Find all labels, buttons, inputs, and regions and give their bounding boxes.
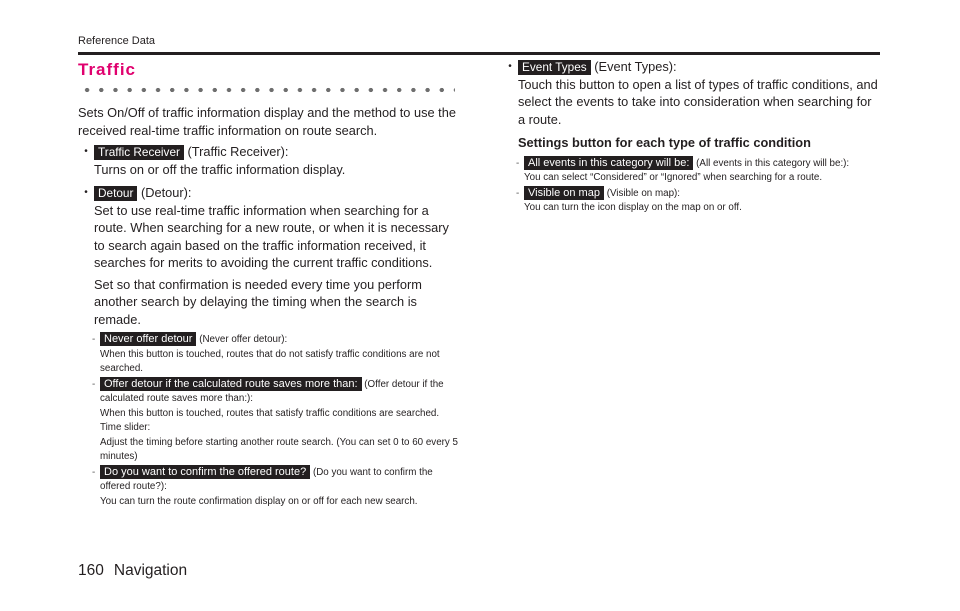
event-types-name: (Event Types): xyxy=(594,59,677,74)
bullet-icon: • xyxy=(84,187,88,198)
detour-button: Detour xyxy=(94,186,137,201)
left-column xyxy=(78,104,463,509)
visible-on-map-button: Visible on map xyxy=(524,186,604,200)
dash-icon: - xyxy=(92,466,96,478)
never-offer-desc: When this button is touched, routes that do not satisfy traffic conditions are not searched. xyxy=(100,348,440,374)
item-detour xyxy=(78,184,463,328)
traffic-receiver-desc: Turns on or off the traffic information display. xyxy=(94,161,346,177)
confirm-route-button: Do you want to confirm the offered route? xyxy=(100,465,310,479)
never-offer-name: (Never offer detour): xyxy=(199,334,288,345)
traffic-receiver-button: Traffic Receiver xyxy=(94,145,184,160)
event-types-desc: Touch this button to open a list of types of traffic conditions, and select the events to take into consideration when searching for a route. xyxy=(518,76,878,127)
dash-icon: - xyxy=(516,187,520,199)
footer-section: Navigation xyxy=(113,562,188,579)
intro-text: Sets On/Off of traffic information display and the method to use the received real-time traffic information on route search. xyxy=(78,105,456,138)
dash-icon: - xyxy=(92,378,96,390)
header-rule xyxy=(78,52,880,55)
sub-confirm-route xyxy=(78,465,463,510)
dash-icon: - xyxy=(516,157,520,169)
sub-all-events xyxy=(502,156,882,186)
bullet-icon: • xyxy=(508,61,512,72)
all-events-name: (All events in this category will be:): xyxy=(696,157,850,169)
sub-never-offer xyxy=(78,332,463,377)
sub-visible-on-map xyxy=(502,186,882,216)
settings-heading: Settings button for each type of traffic condition xyxy=(518,135,811,150)
offer-detour-if-name: (Offer detour if the calculated route saves more than:): xyxy=(100,378,444,404)
time-slider-desc: Adjust the timing before starting another route search. (You can set 0 to 60 every 5 minutes) xyxy=(100,436,458,462)
running-header: Reference Data xyxy=(78,35,156,47)
item-traffic-receiver xyxy=(78,143,463,178)
offer-detour-if-desc: When this button is touched, routes that satisfy traffic conditions are searched. xyxy=(100,407,440,419)
time-slider-label: Time slider: xyxy=(100,422,151,433)
visible-on-map-name: (Visible on map): xyxy=(606,187,681,199)
bullet-icon: • xyxy=(84,146,88,157)
all-events-button: All events in this category will be: xyxy=(524,156,693,170)
confirm-route-name: (Do you want to confirm the offered route?): xyxy=(100,466,433,492)
event-types-button: Event Types xyxy=(518,60,591,75)
detour-confirm-desc: Set so that confirmation is needed every time you perform another search by delaying the timing when the search is remade. xyxy=(94,276,422,327)
page-footer xyxy=(78,562,187,580)
detour-name: (Detour): xyxy=(140,185,192,200)
right-column xyxy=(502,58,882,216)
offer-detour-if-button: Offer detour if the calculated route saves more than: xyxy=(100,377,362,391)
dash-icon: - xyxy=(92,334,96,345)
all-events-desc: You can select “Considered” or “Ignored” when searching for a route. xyxy=(524,172,823,183)
confirm-route-desc: You can turn the route confirmation display on or off for each new search. xyxy=(100,495,418,507)
never-offer-detour-button: Never offer detour xyxy=(100,332,196,346)
item-event-types xyxy=(502,58,882,152)
dotted-divider xyxy=(80,87,455,93)
visible-on-map-desc: You can turn the icon display on the map on or off. xyxy=(524,202,742,213)
sub-offer-if xyxy=(78,377,463,465)
page-number: 160 xyxy=(78,562,104,579)
traffic-receiver-name: (Traffic Receiver): xyxy=(187,144,289,159)
page-title: Traffic xyxy=(78,60,137,79)
detour-desc: Set to use real-time traffic information when searching for a route. When searching for a new route, or when it is necessary to search again based on the traffic information received, it searches for merits to avoiding the current traffic conditions. xyxy=(94,202,449,270)
